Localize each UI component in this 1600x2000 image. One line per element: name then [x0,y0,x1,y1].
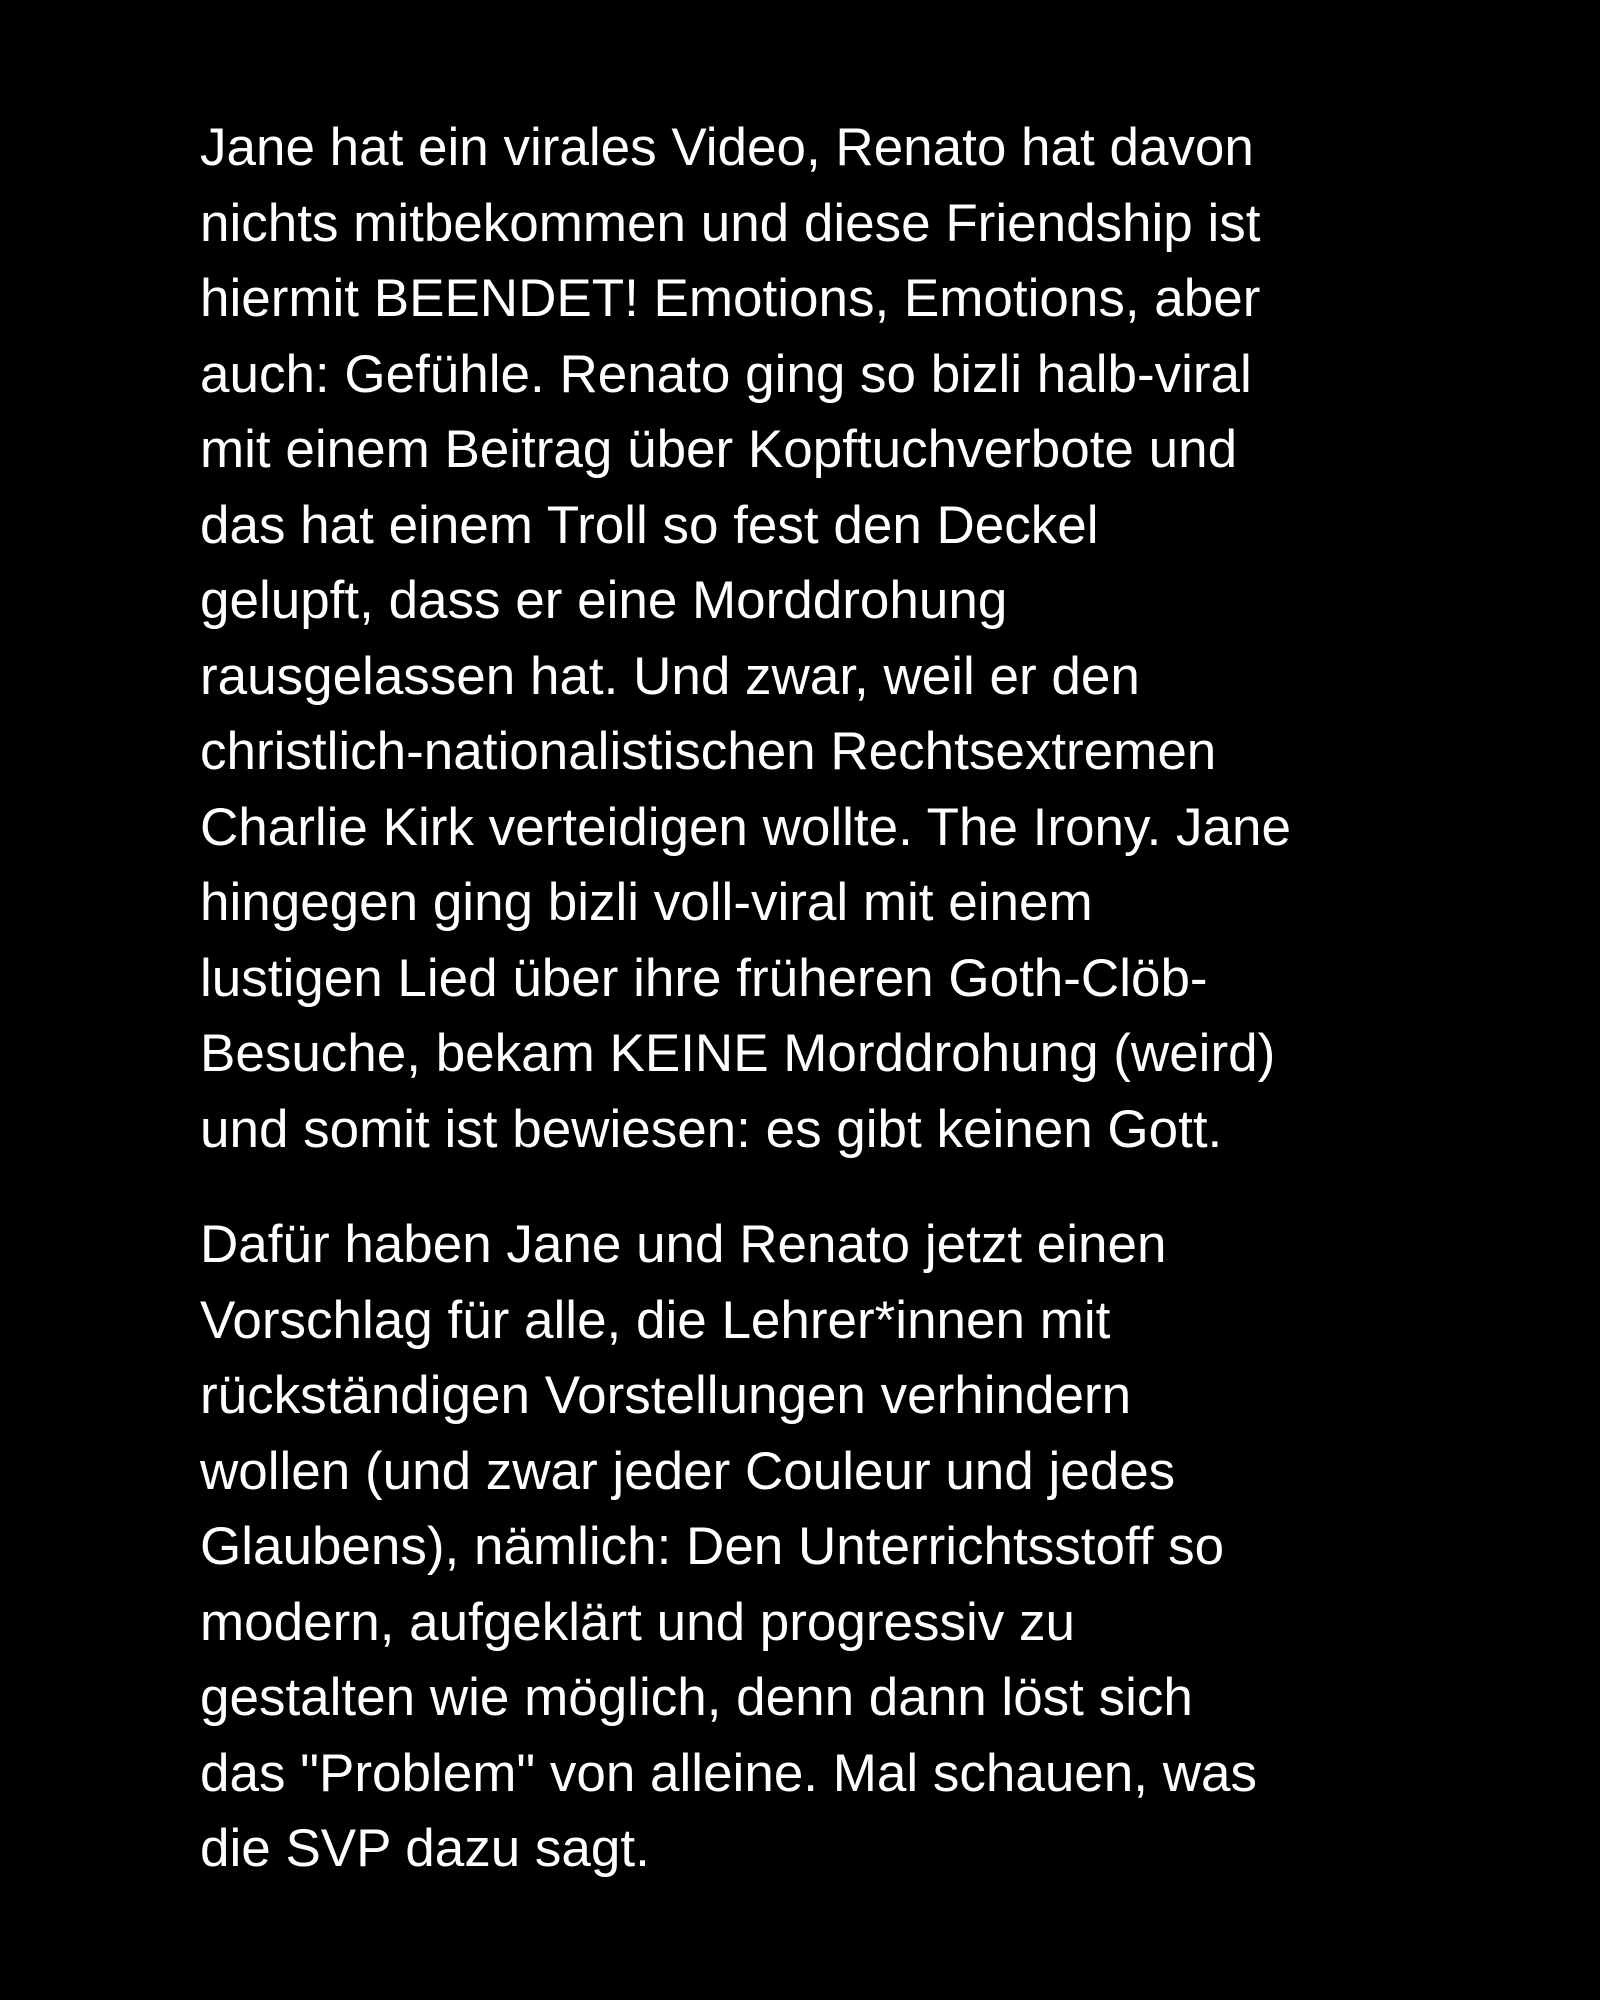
text-line: Glaubens), nämlich: Den Unterrichtsstoff so [200,1517,1225,1576]
text-line: gelupft, dass er eine Morddrohung [200,571,1008,630]
text-line: Charlie Kirk verteidigen wollte. The Irony. Jane [200,797,1291,857]
text-line: modern, aufgeklärt und progressiv zu [200,1592,1075,1652]
text-line: Jane hat ein virales Video, Renato hat davon [200,118,1254,177]
text-line: Vorschlag für alle, die Lehrer*innen mit [200,1290,1111,1350]
text-line: das "Problem" von alleine. Mal schauen, was [200,1743,1257,1803]
text-line: rückständigen Vorstellungen verhindern [200,1366,1132,1425]
paragraph-2 [200,1207,1420,1887]
text-line: gestalten wie möglich, denn dann löst sich [200,1668,1193,1727]
text-line: das hat einem Troll so fest den Deckel [200,495,1099,555]
text-line: mit einem Beitrag über Kopftuchverbote und [200,420,1238,479]
text-line: christlich-nationalistischen Rechtsextremen [200,722,1217,781]
text-line: die SVP dazu sagt. [200,1819,650,1878]
text-line: lustigen Lied über ihre früheren Goth-Clöb- [200,948,1208,1008]
text-line: hingegen ging bizli voll-viral mit einem [200,873,1093,932]
text-line: und somit ist bewiesen: es gibt keinen Gott. [200,1099,1223,1159]
text-line: auch: Gefühle. Renato ging so bizli halb-viral [200,344,1252,404]
paragraph-1 [200,110,1420,1167]
text-line: Besuche, bekam KEINE Morddrohung (weird) [200,1024,1276,1083]
text-line: hiermit BEENDET! Emotions, Emotions, aber [200,269,1261,328]
text-line: nichts mitbekommen und diese Friendship ist [200,193,1261,253]
text-line: Dafür haben Jane und Renato jetzt einen [200,1215,1167,1274]
text-line: rausgelassen hat. Und zwar, weil er den [200,646,1140,706]
story-text [200,110,1420,1887]
text-line: wollen (und zwar jeder Couleur und jedes [200,1441,1176,1501]
